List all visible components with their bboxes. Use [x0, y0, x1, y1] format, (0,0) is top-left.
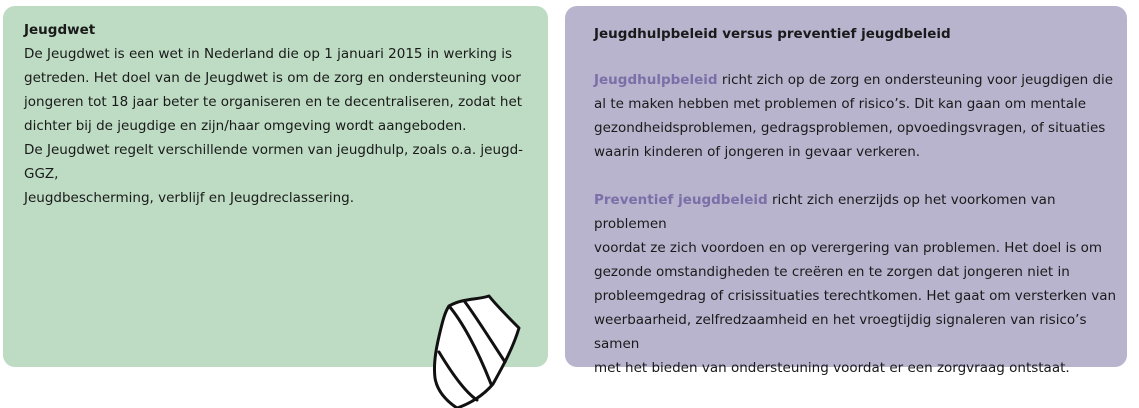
jeugdhulpbeleid-term: Jeugdhulpbeleid	[594, 72, 718, 88]
text-line: Jeugdbescherming, verblijf en Jeugdreclassering.	[24, 190, 355, 206]
jeugdwet-title: Jeugdwet	[24, 22, 96, 38]
text-line: waarin kinderen of jongeren in gevaar verkeren.	[594, 144, 921, 160]
text-line: De Jeugdwet regelt verschillende vormen van jeugdhulp, zoals o.a. jeugd-GGZ,	[24, 142, 524, 182]
jeugdhulpbeleid-paragraph	[594, 68, 1117, 164]
pencil-tip-icon	[425, 292, 530, 408]
text-line: al te maken hebben met problemen of risico’s. Dit kan gaan om mentale	[594, 96, 1087, 112]
text-line: voordat ze zich voordoen en op verergering van problemen. Het doel is om	[594, 240, 1102, 256]
jeugdwet-text	[24, 42, 528, 210]
text-line: gezonde omstandigheden te creëren en te zorgen dat jongeren niet in	[594, 264, 1070, 280]
text-line: dichter bij de jeugdige en zijn/haar omgeving wordt aangeboden.	[24, 118, 467, 134]
text-line: richt zich op de zorg en ondersteuning voor jeugdigen die	[717, 72, 1114, 88]
text-line: jongeren tot 18 jaar beter te organiseren en te decentraliseren, zodat het	[24, 94, 523, 110]
text-line: met het bieden van ondersteuning voordat er een zorgvraag ontstaat.	[594, 360, 1070, 376]
beleid-comparison-card	[565, 6, 1127, 376]
text-line: De Jeugdwet is een wet in Nederland die op 1 januari 2015 in werking is	[24, 46, 513, 62]
text-line: gezondheidsproblemen, gedragsproblemen, opvoedingsvragen, of situaties	[594, 120, 1106, 136]
preventief-paragraph	[594, 188, 1117, 380]
text-line: getreden. Het doel van de Jeugdwet is om de zorg en ondersteuning voor	[24, 70, 521, 86]
beleid-title: Jeugdhulpbeleid versus preventief jeugdbeleid	[594, 26, 951, 42]
preventief-term: Preventief jeugdbeleid	[594, 192, 768, 208]
text-line: weerbaarheid, zelfredzaamheid en het vroegtijdig signaleren van risico’s samen	[594, 312, 1087, 352]
text-line: probleemgedrag of crisissituaties terechtkomen. Het gaat om versterken van	[594, 288, 1117, 304]
text-line: richt zich enerzijds op het voorkomen van problemen	[594, 192, 1056, 232]
